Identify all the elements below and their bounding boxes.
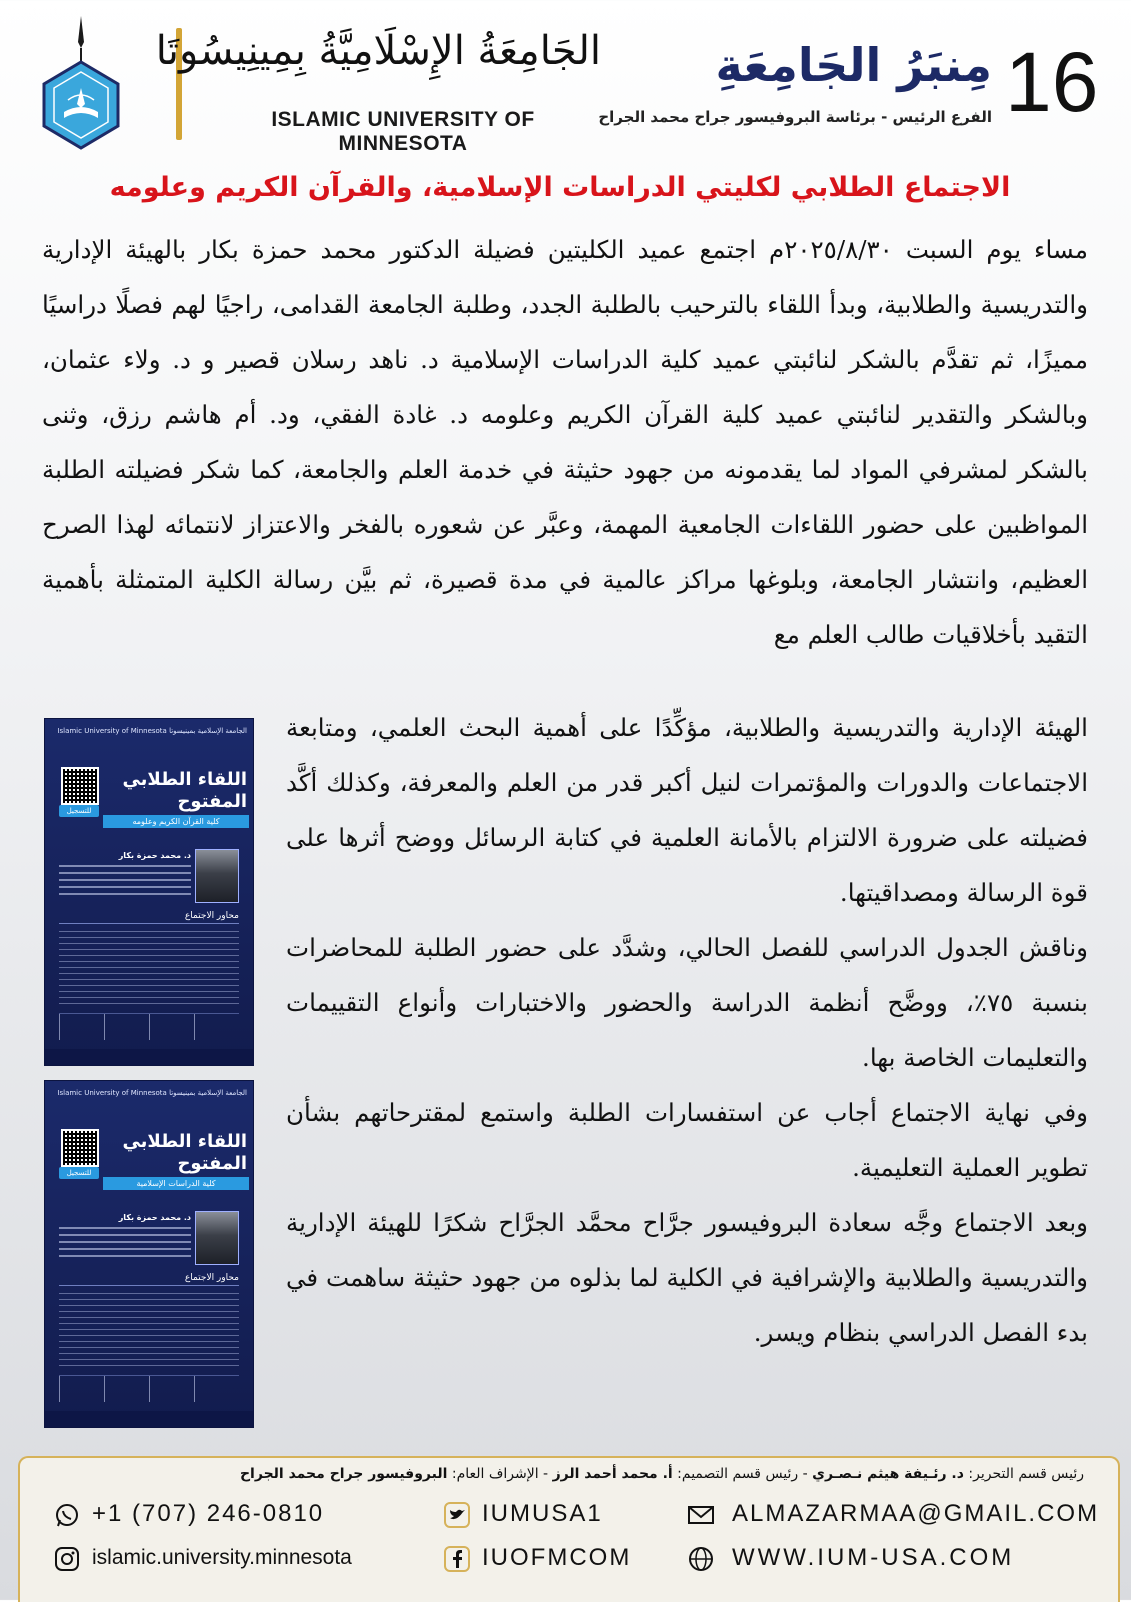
email-address[interactable]: ALMAZARMAA@GMAIL.COM	[732, 1500, 1100, 1527]
article-paragraph-4: وفي نهاية الاجتماع أجاب عن استفسارات الطلبة واستمع لمقترحاتهم بشأن تطوير العملية التعليمية.	[286, 1098, 1088, 1182]
globe-icon	[688, 1546, 714, 1572]
twitter-handle[interactable]: IUMUSA1	[482, 1500, 603, 1527]
poster-axis-list	[59, 1293, 239, 1367]
event-poster-islamic-studies	[44, 1080, 254, 1428]
article-paragraphs-side	[286, 700, 1088, 1360]
qr-code-icon	[61, 1129, 99, 1167]
poster-contact-bar	[45, 1049, 253, 1065]
poster-speaker-bio	[59, 1227, 191, 1261]
credit-label-design: - رئيس قسم التصميم:	[677, 1466, 808, 1482]
phone-number[interactable]: +1 (707) 246-0810	[92, 1500, 325, 1527]
instagram-handle[interactable]: islamic.university.minnesota	[92, 1546, 352, 1569]
university-emblem-icon	[38, 14, 124, 152]
email-icon	[688, 1502, 714, 1528]
issue-number: 16	[1005, 35, 1099, 129]
whatsapp-icon	[54, 1502, 80, 1528]
poster-speaker-name: د. محمد حمزة بكار	[118, 1213, 191, 1222]
article-paragraph-5: وبعد الاجتماع وجَّه سعادة البروفيسور جرَّاح محمَّد الجرَّاح شكرًا للهيئة الإدارية والتدريسية والطلابية والإشرافية في الكلية لما بذلوه من جهود حثيثة ساهمت في بدء الفصل الدراسي بنظام ويسر.	[286, 1208, 1088, 1347]
magazine-subtitle: الفرع الرئيس - برئاسة البروفيسور جراح محمد الجراح	[598, 108, 992, 126]
speaker-photo	[195, 849, 239, 903]
instagram-icon	[54, 1546, 80, 1572]
website-url[interactable]: WWW.IUM-USA.COM	[732, 1544, 1015, 1571]
university-name-arabic: الجَامِعَةُ الإِسْلَامِيَّةُ بِمِينِيسُوتَا	[155, 28, 601, 74]
credit-design-name: أ. محمد أحمد الرز	[552, 1466, 673, 1482]
credit-editor-name: د. رئـيفة هيثم نـصـري	[812, 1466, 964, 1482]
page-footer	[18, 1456, 1120, 1602]
event-poster-quran-college	[44, 718, 254, 1066]
poster-title: اللقاء الطلابي المفتوح	[122, 1131, 247, 1174]
credit-label-editor: رئيس قسم التحرير:	[968, 1466, 1084, 1482]
poster-axis-heading: محاور الاجتماع	[59, 1273, 239, 1286]
article-paragraph-main: مساء يوم السبت ٢٠٢٥/٨/٣٠م اجتمع عميد الكليتين فضيلة الدكتور محمد حمزة بكار بالهيئة الإدارية والتدريسية والطلابية، وبدأ اللقاء بالترحيب بالطلبة الجدد، وطلبة الجامعة القدامى، راجيًا لهم فصلًا دراسيًا مميزًا، ثم تقدَّم بالشكر لنائبتي عميد كلية الدراسات الإسلامية د. ناهد رسلان قصير و د. ولاء عثمان، وبالشكر والتقدير لنائبتي عميد كلية القرآن الكريم وعلومه د. غادة الفقي، ود. أم هاشم رزق، وثنى بالشكر لمشرفي المواد لما يقدمونه من جهود حثيثة في خدمة العلم والجامعة، كما شكر فضيلته الطلبة المواظبين على حضور اللقاءات الجامعية المهمة، وعبَّر عن شعوره بالفخر والاعتزاز لانتمائه لهذا الصرح العظيم، وانتشار الجامعة، وبلوغها مراكز عالمية في مدة قصيرة، ثم بيَّن رسالة الكلية المتمثلة بأهمية التقيد بأخلاقيات طالب العلم مع	[42, 235, 1088, 649]
facebook-handle[interactable]: IUOFMCOM	[482, 1544, 632, 1571]
poster-header: الجامعة الإسلامية بمينيسوتا Islamic University of Minnesota	[57, 1089, 247, 1097]
speaker-photo	[195, 1211, 239, 1265]
poster-college-name: كلية الدراسات الإسلامية	[103, 1177, 249, 1190]
twitter-icon	[444, 1502, 470, 1528]
poster-axis-heading: محاور الاجتماع	[59, 911, 239, 924]
poster-axis-list	[59, 931, 239, 1005]
poster-register-label: للتسجيل	[59, 805, 99, 817]
poster-title: اللقاء الطلابي المفتوح	[122, 769, 247, 812]
poster-speaker-bio	[59, 865, 191, 899]
credit-label-supervisor: - الإشراف العام:	[451, 1466, 549, 1482]
editorial-credits	[20, 1466, 1084, 1482]
article-paragraph-3: وناقش الجدول الدراسي للفصل الحالي، وشدَّد على حضور الطلبة للمحاضرات بنسبة ٧٥٪، ووضَّح أنظمة الدراسة والحضور والاختبارات وأنواع التقييمات والتعليمات الخاصة بها.	[286, 933, 1088, 1072]
poster-college-name: كلية القرآن الكريم وعلومه	[103, 815, 249, 828]
qr-code-icon	[61, 767, 99, 805]
poster-schedule	[59, 1375, 239, 1402]
university-name-english: ISLAMIC UNIVERSITY OF MINNESOTA	[271, 108, 535, 155]
article-headline: الاجتماع الطلابي لكليتي الدراسات الإسلامية، والقرآن الكريم وعلومه	[109, 172, 1011, 203]
poster-contact-bar	[45, 1411, 253, 1427]
credit-supervisor-name: البروفيسور جراح محمد الجراح	[239, 1466, 448, 1482]
page-header	[0, 0, 1131, 165]
poster-schedule	[59, 1013, 239, 1040]
facebook-icon	[444, 1546, 470, 1572]
article-paragraph-2: الهيئة الإدارية والتدريسية والطلابية، مؤكِّدًا على أهمية البحث العلمي، ومتابعة الاجتماعات والدورات والمؤتمرات لنيل أكبر قدر من العلم والمعرفة، وكذلك أكَّد فضيلته على ضرورة الالتزام بالأمانة العلمية في كتابة الرسائل ووضح أثرها على قوة الرسالة ومصداقيتها.	[286, 713, 1088, 907]
poster-speaker-name: د. محمد حمزة بكار	[118, 851, 191, 860]
poster-register-label: للتسجيل	[59, 1167, 99, 1179]
magazine-title: مِنبَرُ الجَامِعَةِ	[715, 38, 992, 92]
poster-header: الجامعة الإسلامية بمينيسوتا Islamic University of Minnesota	[57, 727, 247, 735]
